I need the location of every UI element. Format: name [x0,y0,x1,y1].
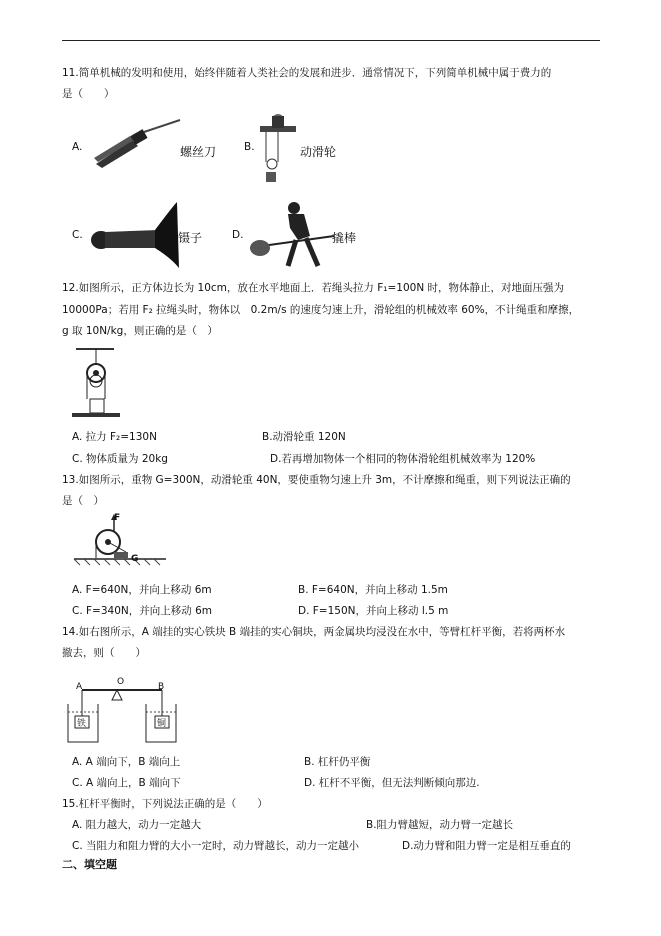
q13-figure-label-f: F [114,513,121,523]
q13-stem-line2: 是（ ） [62,495,104,507]
q14-figure-label-iron: 铁 [77,719,87,729]
q15-option-c: C. 当阻力和阻力臂的大小一定时，动力臂越长，动力一定越小 [72,840,360,852]
q12-stem-line3: g 取 10N/kg，则正确的是（ ） [62,325,218,337]
q11-option-a-letter: A. [72,141,83,153]
q12-option-c: C. 物体质量为 20kg [72,453,168,465]
q11-option-c-letter: C. [72,229,83,241]
q12-option-b: B.动滑轮重 120N [262,431,346,443]
q15-option-b: B.阻力臂越短，动力臂一定越长 [366,819,514,831]
q14-option-d: D. 杠杆不平衡，但无法判断倾向那边. [304,777,480,789]
q11-option-c-label: 镊子 [178,231,203,245]
header-rule [62,40,600,41]
q12-stem-line1: 12.如图所示，正方体边长为 10cm，放在水平地面上．若绳头拉力 F₁=100N 时，物体静止，对地面压强为 [62,282,565,294]
q15-option-a: A. 阻力越大，动力一定越大 [72,819,202,831]
q12-pulley-figure [70,345,130,420]
q13-option-c: C. F=340N，并向上移动 6m [72,605,212,617]
q13-pulley-figure [74,512,174,572]
tweezers-image [85,200,185,270]
q14-option-b: B. 杠杆仍平衡 [304,756,371,768]
q14-figure-label-o: O [117,677,125,687]
q12-option-d: D.若再增加物体一个相同的物体滑轮组机械效率为 120% [270,453,536,465]
q11-stem-line2: 是（ ） [62,88,115,100]
q13-option-a: A. F=640N，并向上移动 6m [72,584,212,596]
q14-option-c: C. A 端向上，B 端向下 [72,777,181,789]
movable-pulley-image [258,112,303,187]
section-heading-fill-in: 二、填空题 [62,858,117,871]
q13-option-b: B. F=640N，并向上移动 1.5m [298,584,448,596]
q12-stem-line2: 10000Pa；若用 F₂ 拉绳头时，物体以 0.2m/s 的速度匀速上升，滑轮组的机械效率 60%，不计绳重和摩擦， [62,304,580,316]
screwdriver-image [92,118,187,170]
q12-option-a: A. 拉力 F₂=130N [72,431,157,443]
q14-figure-label-copper: 铜 [157,719,167,729]
q13-figure-label-g: G [131,554,139,564]
q15-stem: 15.杠杆平衡时，下列说法正确的是（ ） [62,798,268,810]
q14-stem-line1: 14.如右图所示，A 端挂的实心铁块 B 端挂的实心铜块，两金属块均浸没在水中，等臂杠杆平衡，若将两杯水 [62,626,566,638]
q13-option-d: D. F=150N，并向上移动 l.5 m [298,605,449,617]
q14-option-a: A. A 端向下，B 端向上 [72,756,181,768]
q11-option-b-letter: B. [244,141,255,153]
q11-stem-line1: 11.简单机械的发明和使用，始终伴随着人类社会的发展和进步．通常情况下，下列简单机械中属于费力的 [62,67,552,79]
q14-stem-line2: 撤去，则（ ） [62,647,146,659]
crowbar-image [248,200,338,270]
q11-option-a-label: 螺丝刀 [180,145,217,159]
q13-stem-line1: 13.如图所示，重物 G=300N，动滑轮重 40N，要使重物匀速上升 3m，不计摩擦和绳重，则下列说法正确的 [62,474,571,486]
q14-figure-label-b: B [158,682,165,692]
q14-figure-label-a: A [76,682,83,692]
q11-option-d-letter: D. [232,229,244,241]
q11-option-b-label: 动滑轮 [300,145,337,159]
q15-option-d: D.动力臂和阻力臂一定是相互垂直的 [402,840,571,852]
q11-option-d-label: 撬棒 [332,231,357,245]
